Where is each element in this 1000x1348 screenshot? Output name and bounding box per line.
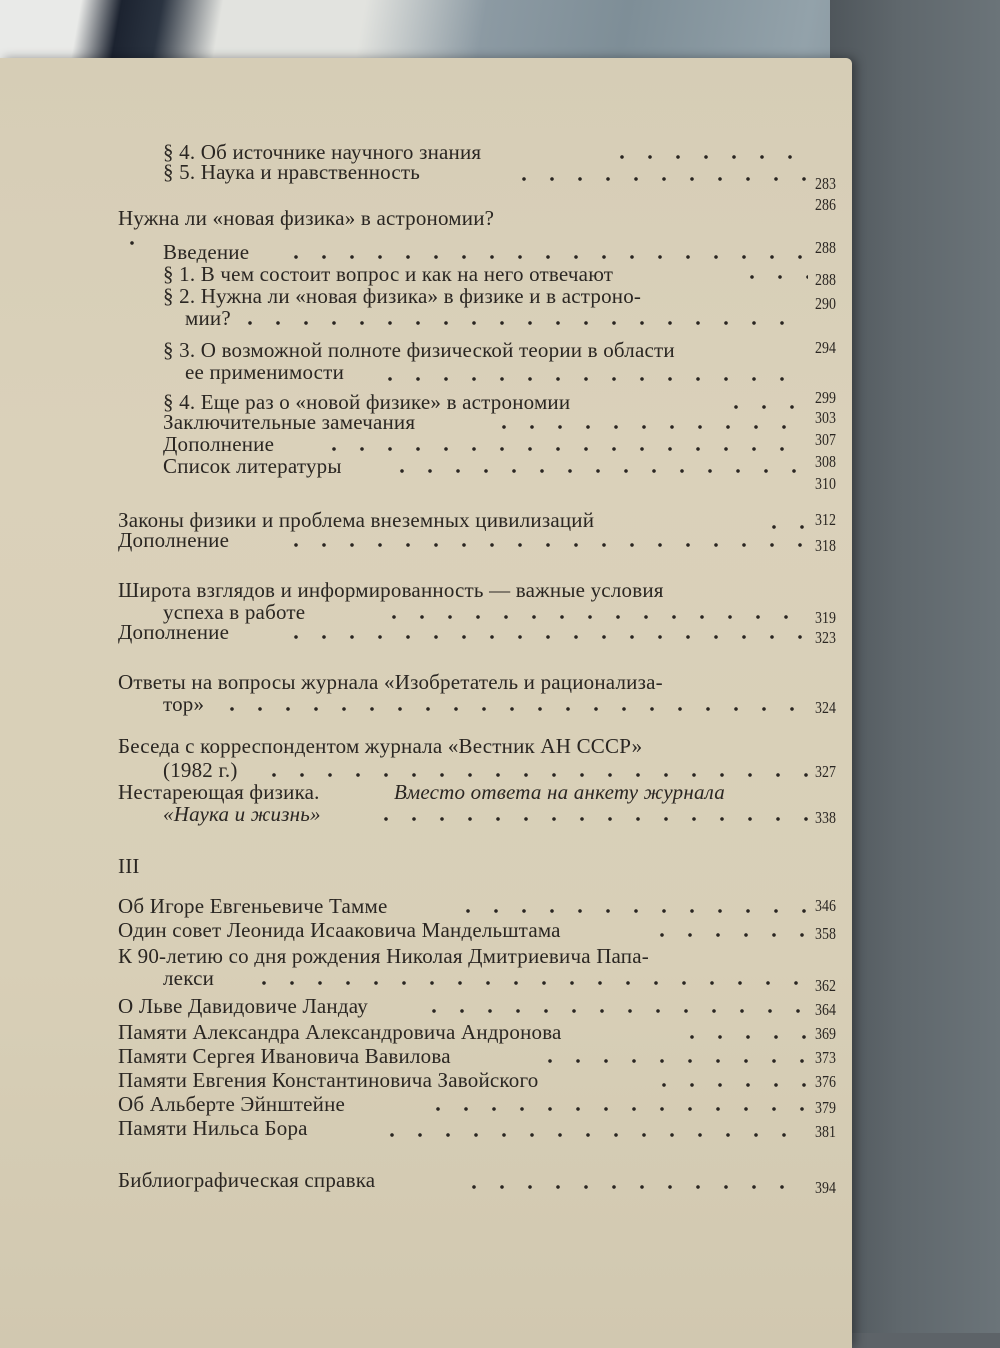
- toc-page-number: 364: [815, 1000, 836, 1019]
- leader-dots: [282, 542, 808, 548]
- toc-page-number: 379: [815, 1098, 836, 1117]
- leader-dots: [460, 1184, 808, 1190]
- leader-dots: [320, 446, 808, 452]
- toc-entry-text: § 2. Нужна ли «новая физика» в физике и в астроно-: [163, 284, 642, 308]
- toc-entry-text: Об Игоре Евгеньевиче Тамме: [118, 894, 388, 918]
- leader-dots: [236, 320, 808, 326]
- toc-entry-subtitle: «Наука и жизнь»: [163, 802, 321, 826]
- toc-page-number: 303: [815, 408, 836, 427]
- toc-page-number: 299: [815, 388, 836, 407]
- toc-page-number: 312: [815, 510, 836, 529]
- toc-page-number: 294: [815, 338, 836, 357]
- table-of-contents: [0, 58, 852, 1348]
- toc-entry-text: Памяти Евгения Константиновича Завойского: [118, 1068, 539, 1092]
- toc-entry-text: Один совет Леонида Исааковича Мандельштама: [118, 918, 561, 942]
- toc-page-number: 362: [815, 976, 836, 995]
- toc-page-number: 318: [815, 536, 836, 555]
- toc-page-number: 324: [815, 698, 836, 717]
- toc-entry-text: Широта взглядов и информированность — важные условия: [118, 578, 664, 602]
- toc-entry-text: § 1. В чем состоит вопрос и как на него отвечают: [163, 262, 614, 286]
- book-page: [0, 58, 852, 1348]
- toc-page-number: 394: [815, 1178, 836, 1197]
- leader-dots: [510, 176, 810, 182]
- leader-dots: [378, 1132, 808, 1138]
- leader-dots: [608, 154, 808, 160]
- toc-entry-text: Памяти Сергея Ивановича Вавилова: [118, 1044, 451, 1068]
- leader-dots: [454, 908, 808, 914]
- toc-page-number: 283: [815, 174, 836, 193]
- toc-entry-subtitle: Вместо ответа на анкету журнала: [394, 780, 725, 804]
- leader-dots: [376, 376, 808, 382]
- toc-page-number: 288: [815, 238, 836, 257]
- toc-page-number: 376: [815, 1072, 836, 1091]
- toc-entry-text: § 4. Об источнике научного знания: [163, 140, 482, 164]
- toc-page-number: 319: [815, 608, 836, 627]
- toc-entry-text: Нужна ли «новая физика» в астрономии?: [118, 206, 495, 230]
- toc-entry-text: § 5. Наука и нравственность: [163, 160, 421, 184]
- leader-dots: [760, 524, 808, 530]
- toc-page-number: 369: [815, 1024, 836, 1043]
- toc-page-number: 310: [815, 474, 836, 493]
- toc-entry-text: Законы физики и проблема внеземных цивилизаций: [118, 508, 595, 532]
- leader-dots: [282, 634, 808, 640]
- toc-entry-text: (1982 г.): [163, 758, 238, 782]
- toc-entry-text: О Льве Давидовиче Ландау: [118, 994, 368, 1018]
- toc-entry-text: Заключительные замечания: [163, 410, 416, 434]
- leader-dots: [260, 772, 808, 778]
- toc-entry-text: Памяти Александра Александровича Андронова: [118, 1020, 562, 1044]
- leader-dots: [250, 980, 808, 986]
- leader-dots: [380, 614, 808, 620]
- leader-dots: [722, 404, 808, 410]
- leader-dots: [648, 932, 808, 938]
- leader-dots: [372, 816, 808, 822]
- toc-entry-text: § 4. Еще раз о «новой физике» в астрономии: [163, 390, 571, 414]
- leader-dots: [650, 1082, 808, 1088]
- leader-dots: [678, 1034, 808, 1040]
- toc-entry-text: Ответы на вопросы журнала «Изобретатель и рационализа-: [118, 670, 663, 694]
- toc-entry-text: Нестареющая физика.: [118, 780, 320, 804]
- toc-page-number: 346: [815, 896, 836, 915]
- leader-dots: [118, 240, 142, 246]
- section-heading: III: [118, 854, 140, 878]
- toc-page-number: 381: [815, 1122, 836, 1141]
- toc-entry-text: Дополнение: [163, 432, 275, 456]
- leader-dots: [282, 254, 808, 260]
- leader-dots: [388, 468, 808, 474]
- toc-entry-text: Дополнение: [118, 528, 230, 552]
- toc-entry-text: мии?: [185, 306, 231, 330]
- leader-dots: [424, 1106, 808, 1112]
- toc-entry-text: ее применимости: [185, 360, 345, 384]
- toc-page-number: 290: [815, 294, 836, 313]
- toc-entry-text: успеха в работе: [163, 600, 306, 624]
- leader-dots: [536, 1058, 808, 1064]
- toc-entry-text: Список литературы: [163, 454, 342, 478]
- toc-entry-text: тор»: [163, 692, 205, 716]
- toc-page-number: 358: [815, 924, 836, 943]
- toc-entry-text: Беседа с корреспондентом журнала «Вестник АН СССР»: [118, 734, 643, 758]
- toc-entry-text: § 3. О возможной полноте физической теории в области: [163, 338, 675, 362]
- toc-page-number: 327: [815, 762, 836, 781]
- toc-entry-text: Дополнение: [118, 620, 230, 644]
- toc-entry-text: Об Альберте Эйнштейне: [118, 1092, 346, 1116]
- toc-entry-text: Памяти Нильса Бора: [118, 1116, 308, 1140]
- toc-page-number: 373: [815, 1048, 836, 1067]
- leader-dots: [490, 424, 808, 430]
- toc-page-number: 307: [815, 430, 836, 449]
- background-blanket-right: [830, 0, 1000, 1333]
- toc-entry-text: лекси: [163, 966, 215, 990]
- toc-page-number: 288: [815, 270, 836, 289]
- toc-entry-text: К 90-летию со дня рождения Николая Дмитриевича Папа-: [118, 944, 649, 968]
- toc-page-number: 338: [815, 808, 836, 827]
- leader-dots: [218, 706, 808, 712]
- toc-page-number: 323: [815, 628, 836, 647]
- toc-page-number: 308: [815, 452, 836, 471]
- leader-dots: [738, 274, 808, 280]
- toc-page-number: 286: [815, 195, 836, 214]
- leader-dots: [420, 1008, 808, 1014]
- toc-entry-text: Введение: [163, 240, 250, 264]
- toc-entry-text: Библиографическая справка: [118, 1168, 376, 1192]
